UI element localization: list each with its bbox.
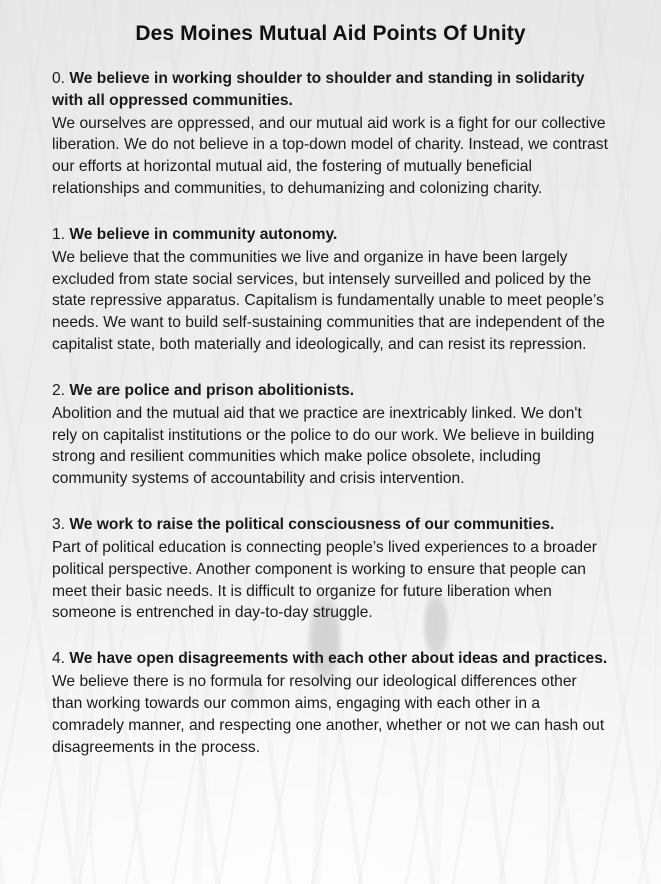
point-headline: We are police and prison abolitionists. xyxy=(69,381,355,399)
point-lead xyxy=(52,514,609,536)
point-body: Abolition and the mutual aid that we practice are inextricably linked. We don't rely on capitalist institutions or the police to do our work. We believe in building strong and resilient communities which make police obsolete, including community systems of accountability and crisis intervention. xyxy=(52,404,595,488)
point-headline: We believe in working shoulder to shoulder and standing in solidarity with all oppressed communities. xyxy=(52,70,585,109)
point-body: We believe there is no formula for resolving our ideological differences other than working towards our common aims, engaging with each other in a comradely manner, and respecting one another, whether or not we can hash out disagreements in the process. xyxy=(52,673,605,756)
point-body: We believe that the communities we live and organize in have been largely excluded from state social services, but intensely surveilled and policed by the state repressive apparatus. Capitalism is fundamentally unable to meet people’s needs. We want to build self-sustaining communities that are independent of the capitalist state, both materially and ideologically, and can resist its repression. xyxy=(52,248,605,354)
point-item xyxy=(52,224,609,356)
point-headline: We believe in community autonomy. xyxy=(69,225,338,243)
point-lead xyxy=(52,380,609,402)
point-number: 1. xyxy=(52,225,66,243)
point-number: 0. xyxy=(52,70,66,87)
point-item xyxy=(52,380,609,490)
point-number: 4. xyxy=(52,650,66,668)
point-lead xyxy=(52,648,609,670)
point-body: Part of political education is connecting people’s lived experiences to a broader political perspective. Another component is working to ensure that people can meet their basic needs. It is difficult to organize for future liberation when someone is entrenched in day-to-day struggle. xyxy=(52,538,597,622)
point-headline: We have open disagreements with each other about ideas and practices. xyxy=(69,650,608,668)
point-item xyxy=(52,648,609,758)
point-body: We ourselves are oppressed, and our mutual aid work is a fight for our collective liberation. We do not believe in a top-down model of charity. Instead, we contrast our efforts at horizontal mutual aid, the fostering of mutually beneficial relationships and communities, to dehumanizing and colonizing charity. xyxy=(52,114,608,198)
point-lead xyxy=(52,224,609,246)
point-item xyxy=(52,514,609,624)
point-item xyxy=(52,68,609,200)
page-title: Des Moines Mutual Aid Points Of Unity xyxy=(135,22,526,45)
point-headline: We work to raise the political consciousness of our communities. xyxy=(69,516,555,534)
point-lead xyxy=(52,68,609,112)
point-number: 2. xyxy=(52,381,66,399)
point-number: 3. xyxy=(52,516,66,534)
